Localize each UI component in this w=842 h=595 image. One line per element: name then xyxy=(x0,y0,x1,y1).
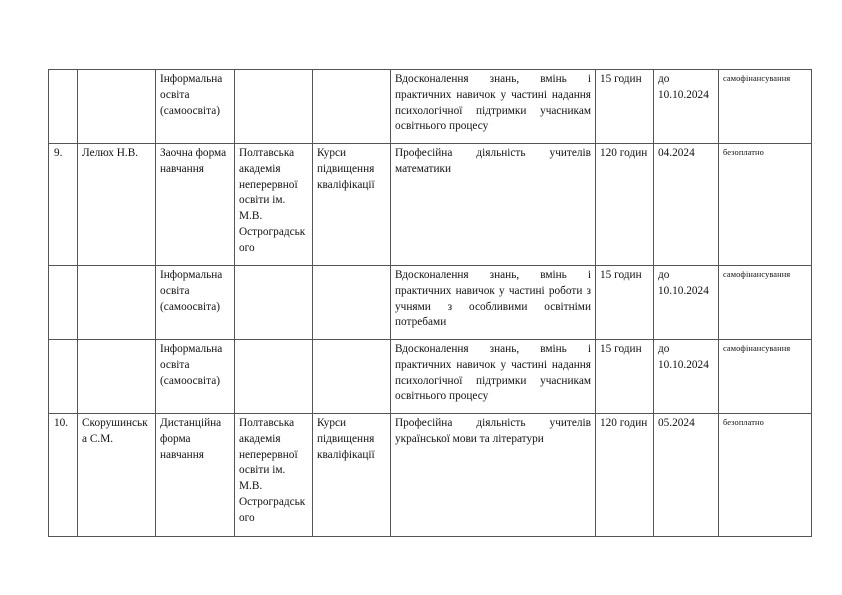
row-number xyxy=(49,70,78,144)
education-form: Дистанційна форма навчання xyxy=(156,414,235,537)
course-type: Курси підвищення кваліфікації xyxy=(313,414,391,537)
course-hours: 15 годин xyxy=(596,340,654,414)
teacher-name xyxy=(78,70,156,144)
row-number xyxy=(49,266,78,340)
funding-type: самофінансування xyxy=(719,70,812,144)
education-form: Заочна форма навчання xyxy=(156,144,235,266)
course-topic: Професійна діяльність учителів української мови та літератури xyxy=(391,414,596,537)
course-term: до 10.10.2024 xyxy=(654,266,719,340)
teacher-name xyxy=(78,340,156,414)
course-term: до 10.10.2024 xyxy=(654,70,719,144)
course-type xyxy=(313,266,391,340)
education-form: Інформальна освіта (самоосвіта) xyxy=(156,266,235,340)
funding-type: самофінансування xyxy=(719,266,812,340)
course-type: Курси підвищення кваліфікації xyxy=(313,144,391,266)
training-plan-table xyxy=(48,69,812,537)
table-row xyxy=(49,144,812,266)
institution xyxy=(235,70,313,144)
education-form: Інформальна освіта (самоосвіта) xyxy=(156,340,235,414)
funding-type: безоплатно xyxy=(719,414,812,537)
row-number: 10. xyxy=(49,414,78,537)
course-topic: Вдосконалення знань, вмінь і практичних навичок у частині роботи з учнями з особливими освітніми потребами xyxy=(391,266,596,340)
funding-type: самофінансування xyxy=(719,340,812,414)
course-type xyxy=(313,340,391,414)
course-term: 04.2024 xyxy=(654,144,719,266)
course-hours: 15 годин xyxy=(596,70,654,144)
course-type xyxy=(313,70,391,144)
row-number xyxy=(49,340,78,414)
teacher-name: Лелюх Н.В. xyxy=(78,144,156,266)
teacher-name xyxy=(78,266,156,340)
course-hours: 120 годин xyxy=(596,144,654,266)
course-topic: Вдосконалення знань, вмінь і практичних навичок у частині надання психологічної підтримки учасникам освітнього процесу xyxy=(391,70,596,144)
teacher-name: Скорушинська С.М. xyxy=(78,414,156,537)
course-hours: 15 годин xyxy=(596,266,654,340)
course-term: 05.2024 xyxy=(654,414,719,537)
institution xyxy=(235,266,313,340)
education-form: Інформальна освіта (самоосвіта) xyxy=(156,70,235,144)
funding-type: безоплатно xyxy=(719,144,812,266)
course-topic: Вдосконалення знань, вмінь і практичних навичок у частині надання психологічної підтримки учасникам освітнього процесу xyxy=(391,340,596,414)
row-number: 9. xyxy=(49,144,78,266)
table-row xyxy=(49,266,812,340)
course-hours: 120 годин xyxy=(596,414,654,537)
institution: Полтавська академія неперервної освіти ім. М.В. Остроградського xyxy=(235,414,313,537)
table-row xyxy=(49,70,812,144)
course-term: до 10.10.2024 xyxy=(654,340,719,414)
institution: Полтавська академія неперервної освіти ім. М.В. Остроградського xyxy=(235,144,313,266)
table-row xyxy=(49,414,812,537)
table-row xyxy=(49,340,812,414)
course-topic: Професійна діяльність учителів математики xyxy=(391,144,596,266)
institution xyxy=(235,340,313,414)
